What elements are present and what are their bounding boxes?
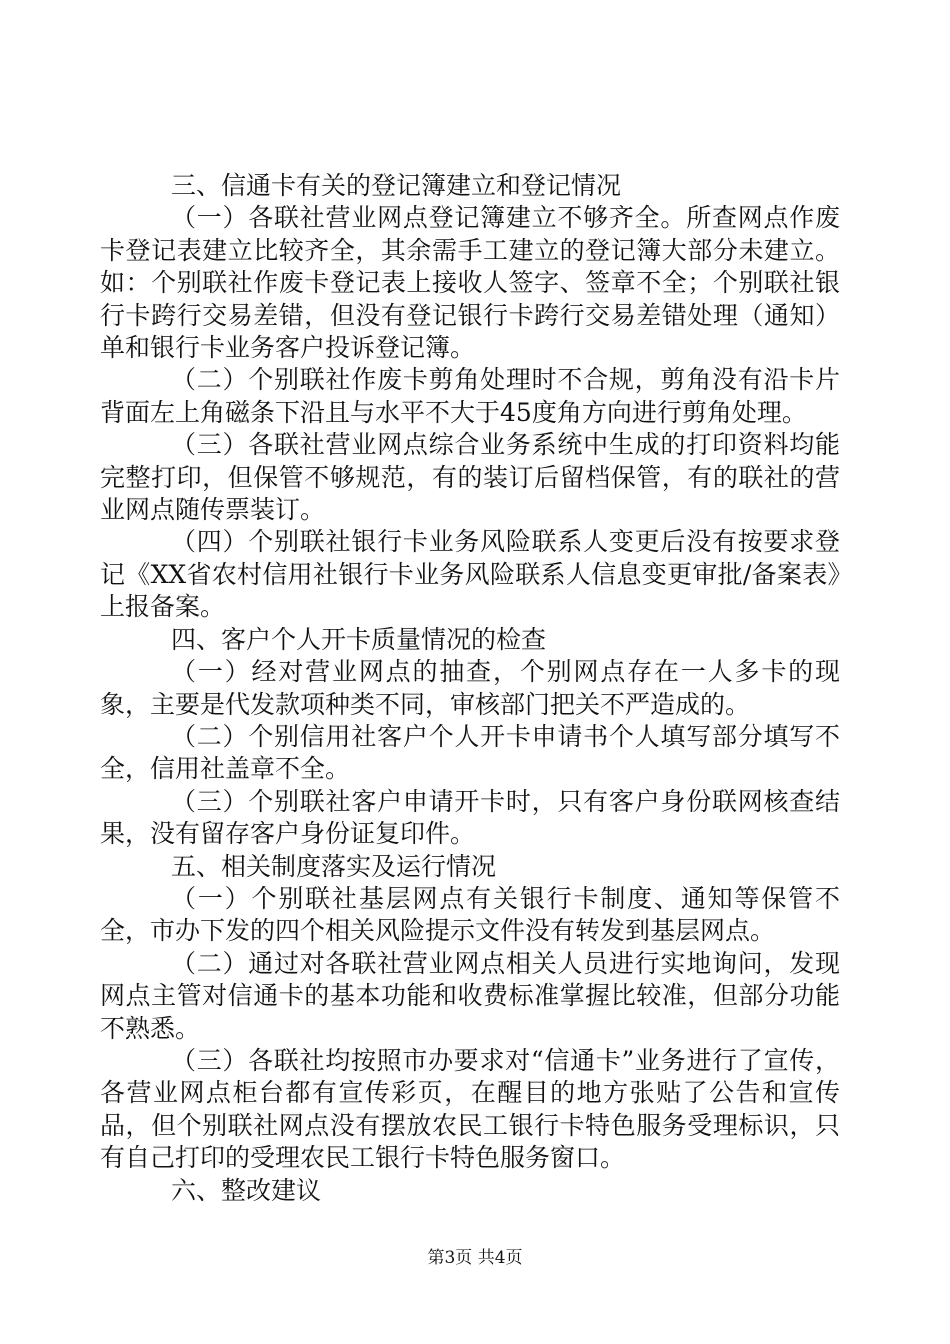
- paragraph: （二）个别信用社客户个人开卡申请书个人填写部分填写不全，信用社盖章不全。: [100, 721, 840, 784]
- paragraph: （二）通过对各联社营业网点相关人员进行实地询问，发现网点主管对信通卡的基本功能和收费标准掌握比较准，但部分功能不熟悉。: [100, 948, 840, 1043]
- paragraph: （四）个别联社银行卡业务风险联系人变更后没有按要求登记《XX省农村信用社银行卡业务风险联系人信息变更审批/备案表》上报备案。: [100, 527, 840, 622]
- paragraph: （一）经对营业网点的抽查，个别网点存在一人多卡的现象，主要是代发款项种类不同，审核部门把关不严造成的。: [100, 657, 840, 719]
- section-heading-5: 五、相关制度落实及运行情况: [171, 851, 497, 881]
- paragraph: （三）个别联社客户申请开卡时，只有客户身份联网核查结果，没有留存客户身份证复印件。: [100, 786, 840, 849]
- paragraph: （三）各联社营业网点综合业务系统中生成的打印资料均能完整打印，但保管不够规范，有的装订后留档保管，有的联社的营业网点随传票装订。: [100, 430, 840, 525]
- paragraph: （三）各联社均按照市办要求对“信通卡”业务进行了宣传，各营业网点柜台都有宣传彩页，在醒目的地方张贴了公告和宣传品，但个别联社网点没有摆放农民工银行卡特色服务受理标识，只有自己打印的受理农民工银行卡特色服务窗口。: [100, 1045, 840, 1173]
- document-body: [100, 170, 840, 1207]
- section-heading-4: 四、客户个人开卡质量情况的检查: [171, 624, 547, 654]
- section-heading-3: 三、信通卡有关的登记簿建立和登记情况: [171, 171, 622, 200]
- paragraph: （二）个别联社作废卡剪角处理时不合规，剪角没有沿卡片背面左上角磁条下沿且与水平不大于45度角方向进行剪角处理。: [100, 365, 840, 427]
- page-footer: 第3页 共4页: [427, 1248, 523, 1268]
- section-heading-6: 六、整改建议: [171, 1175, 322, 1205]
- paragraph: （一）个别联社基层网点有关银行卡制度、通知等保管不全，市办下发的四个相关风险提示文件没有转发到基层网点。: [100, 883, 840, 946]
- paragraph: （一）各联社营业网点登记簿建立不够齐全。所查网点作废卡登记表建立比较齐全，其余需手工建立的登记簿大部分未建立。如：个别联社作废卡登记表上接收人签字、签章不全；个别联社银行卡跨行交易差错，但没有登记银行卡跨行交易差错处理（通知）单和银行卡业务客户投诉登记簿。: [100, 203, 840, 363]
